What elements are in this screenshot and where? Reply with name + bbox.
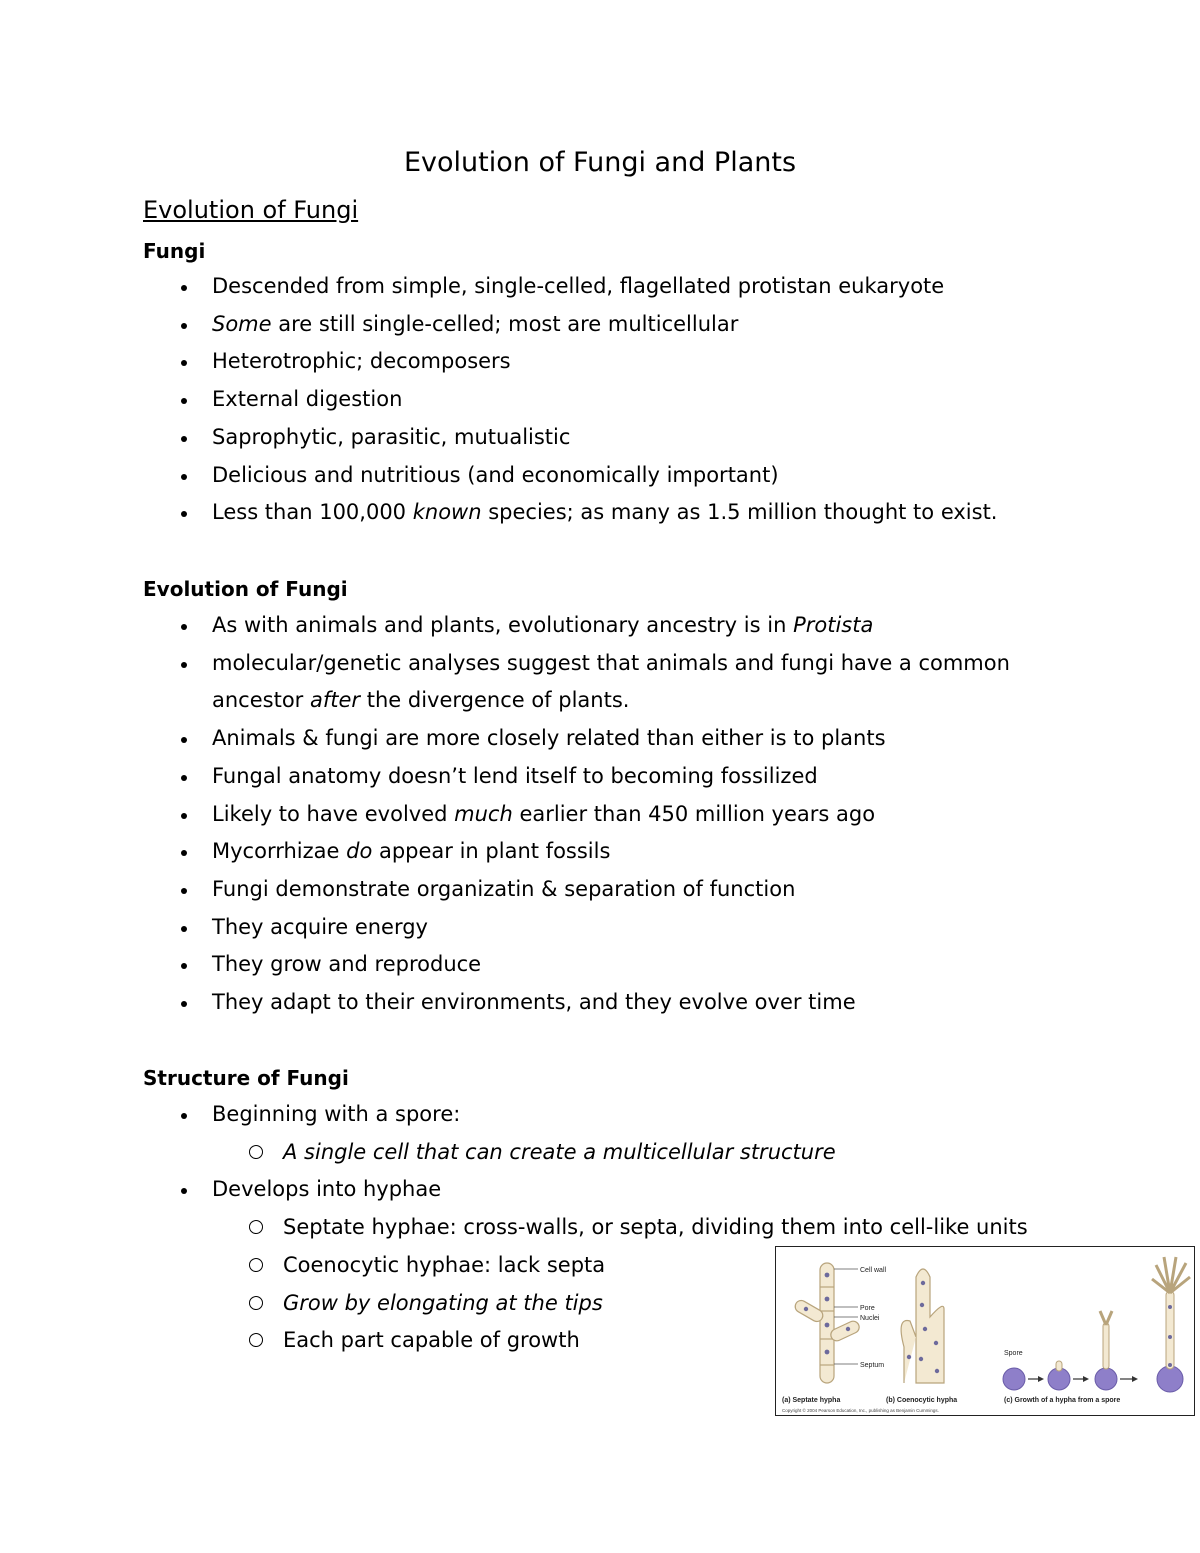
caption-a: (a) Septate hypha [782, 1397, 841, 1404]
list-item: Descended from simple, single-celled, flagellated protistan eukaryote [0, 268, 997, 306]
label-cell-wall: Cell wall [860, 1267, 887, 1274]
hyphae-figure [775, 1246, 1195, 1416]
label-nuclei: Nuclei [860, 1315, 880, 1322]
list-item: They adapt to their environments, and they evolve over time [0, 984, 1010, 1022]
label-septum: Septum [860, 1362, 885, 1369]
heading-fungi: Fungi [143, 239, 206, 263]
hyphae-illustration [776, 1247, 1196, 1417]
evolution-list [0, 607, 1010, 1022]
list-item: Delicious and nutritious (and economically important) [0, 457, 997, 495]
list-item-continuation: ancestor after the divergence of plants. [212, 688, 630, 713]
list-item: Some are still single-celled; most are multicellular [0, 306, 997, 344]
sub-list-item: Grow by elongating at the tips [0, 1285, 1028, 1323]
caption-c: (c) Growth of a hypha from a spore [1004, 1397, 1121, 1404]
sub-list-item: Each part capable of growth [0, 1322, 1028, 1360]
list-item: Less than 100,000 known species; as many as 1.5 million thought to exist. [0, 494, 997, 532]
list-item: Saprophytic, parasitic, mutualistic [0, 419, 997, 457]
sub-list-item: A single cell that can create a multicellular structure [0, 1134, 1028, 1172]
coenocytic-hypha-drawing [901, 1269, 944, 1383]
list-item: Mycorrhizae do appear in plant fossils [0, 833, 1010, 871]
spore-growth-drawing [1003, 1257, 1190, 1392]
sub-list-item: Septate hyphae: cross-walls, or septa, dividing them into cell-like units [0, 1209, 1028, 1247]
list-item: They grow and reproduce [0, 946, 1010, 984]
section-subtitle: Evolution of Fungi [143, 196, 359, 224]
list-item: Fungal anatomy doesn’t lend itself to becoming fossilized [0, 758, 1010, 796]
list-item: molecular/genetic analyses suggest that animals and fungi have a common [0, 645, 1010, 683]
heading-evolution-of-fungi: Evolution of Fungi [143, 577, 348, 601]
sub-list-item: Coenocytic hyphae: lack septa [0, 1247, 1028, 1285]
heading-structure-of-fungi: Structure of Fungi [143, 1066, 349, 1090]
list-item: Likely to have evolved much earlier than 450 million years ago [0, 796, 1010, 834]
list-item: Beginning with a spore: [0, 1096, 1028, 1134]
list-item: Animals & fungi are more closely related than either is to plants [0, 720, 1010, 758]
caption-b: (b) Coenocytic hypha [886, 1397, 958, 1404]
page-title: Evolution of Fungi and Plants [403, 147, 797, 178]
list-item: Heterotrophic; decomposers [0, 343, 997, 381]
list-item: External digestion [0, 381, 997, 419]
label-pore: Pore [860, 1305, 875, 1312]
septate-hypha-drawing [793, 1263, 861, 1383]
copyright-line: Copyright © 2004 Pearson Education, Inc., publishing as Benjamin Cummings. [782, 1408, 939, 1413]
label-spore: Spore [1004, 1350, 1023, 1357]
list-item: Fungi demonstrate organizatin & separation of function [0, 871, 1010, 909]
list-item: They acquire energy [0, 909, 1010, 947]
list-item: As with animals and plants, evolutionary ancestry is in Protista [0, 607, 1010, 645]
list-item: Develops into hyphae [0, 1171, 1028, 1209]
fungi-list [0, 268, 997, 532]
